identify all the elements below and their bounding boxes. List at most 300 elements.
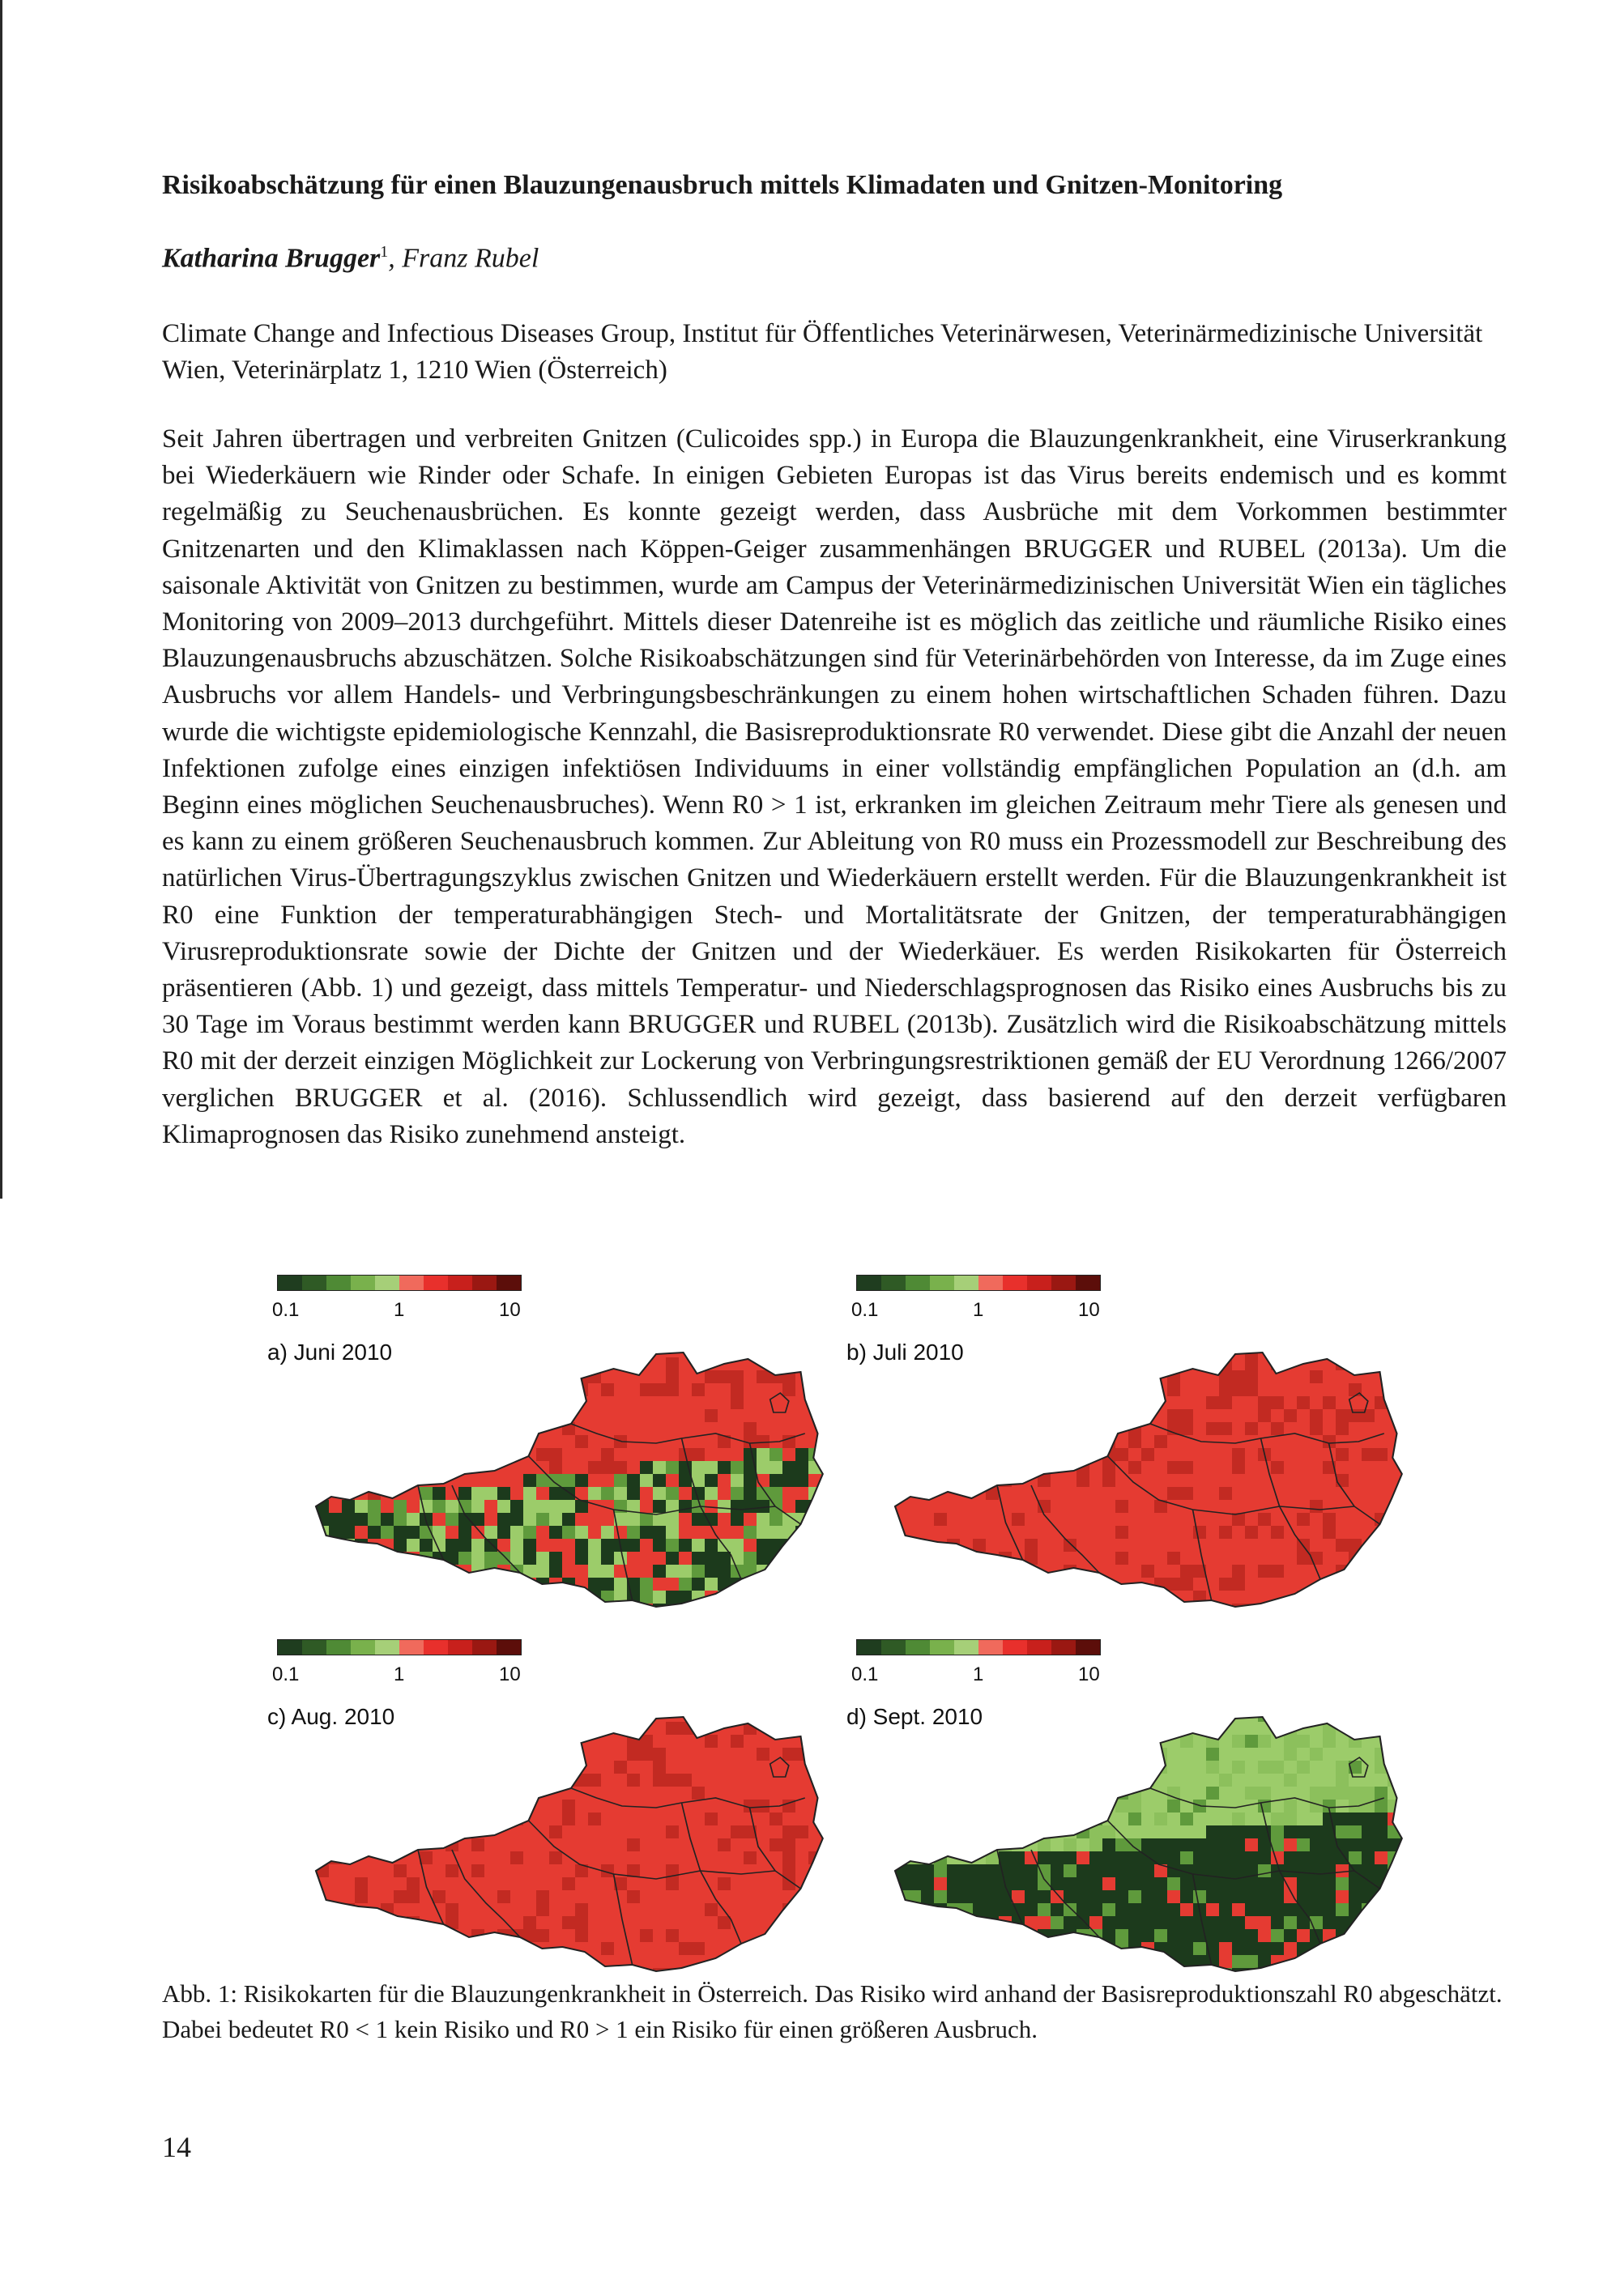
risk-grid-cell <box>1076 1539 1089 1552</box>
risk-grid-cell <box>458 1722 471 1735</box>
risk-grid-cell <box>960 1513 973 1526</box>
colorbar <box>856 1275 1101 1291</box>
risk-grid-cell <box>795 1565 808 1578</box>
risk-grid-cell <box>433 1461 446 1474</box>
risk-grid-cell <box>407 1851 420 1864</box>
risk-grid-cell <box>679 1864 692 1877</box>
risk-grid-cell <box>947 1526 960 1539</box>
risk-grid-cell <box>1180 1929 1193 1942</box>
risk-grid-cell <box>731 1735 744 1748</box>
risk-grid-cell <box>1012 1774 1025 1787</box>
risk-grid-cell <box>1141 1916 1154 1929</box>
risk-grid-cell <box>640 1617 653 1620</box>
risk-grid-cell <box>471 1617 484 1620</box>
risk-grid-cell <box>795 1539 808 1552</box>
risk-grid-cell <box>536 1591 549 1604</box>
risk-grid-cell <box>523 1422 536 1435</box>
risk-grid-cell <box>1388 1748 1400 1761</box>
risk-grid-cell <box>1141 1357 1154 1370</box>
risk-grid-cell <box>536 1929 549 1942</box>
risk-grid-cell <box>484 1565 497 1578</box>
risk-grid-cell <box>908 1604 921 1617</box>
risk-grid-cell <box>1232 1396 1245 1409</box>
risk-grid-cell <box>731 1825 744 1838</box>
risk-grid-cell <box>471 1344 484 1357</box>
risk-grid-cell <box>1362 1461 1375 1474</box>
risk-grid-cell <box>446 1942 458 1955</box>
risk-grid-cell <box>1336 1344 1349 1357</box>
risk-grid-cell <box>1154 1877 1167 1890</box>
risk-grid-cell <box>947 1877 960 1890</box>
risk-grid-cell <box>1167 1565 1180 1578</box>
risk-grid-cell <box>1180 1396 1193 1409</box>
risk-grid-cell <box>679 1617 692 1620</box>
risk-grid-cell <box>407 1513 420 1526</box>
risk-grid-cell <box>1025 1903 1038 1916</box>
risk-grid-cell <box>908 1864 921 1877</box>
risk-grid-cell <box>934 1787 947 1800</box>
risk-grid-cell <box>908 1474 921 1487</box>
risk-grid-cell <box>1258 1422 1271 1435</box>
risk-grid-cell <box>420 1448 433 1461</box>
risk-grid-cell <box>1297 1813 1310 1825</box>
risk-grid-cell <box>562 1461 575 1474</box>
risk-grid-cell <box>795 1813 808 1825</box>
risk-grid-cell <box>744 1774 757 1787</box>
risk-grid-cell <box>1076 1474 1089 1487</box>
risk-grid-cell <box>1064 1526 1076 1539</box>
risk-grid-cell <box>640 1864 653 1877</box>
risk-grid-cell <box>1362 1851 1375 1864</box>
risk-grid-cell <box>575 1422 588 1435</box>
risk-grid-cell <box>355 1761 368 1774</box>
risk-grid-cell <box>1012 1357 1025 1370</box>
risk-grid-cell <box>795 1916 808 1929</box>
risk-grid-cell <box>523 1409 536 1422</box>
risk-grid-cell <box>653 1526 666 1539</box>
risk-grid-cell <box>627 1774 640 1787</box>
risk-grid-cell <box>934 1877 947 1890</box>
risk-grid-cell <box>986 1487 999 1500</box>
risk-grid-cell <box>588 1774 601 1787</box>
risk-grid-cell <box>1012 1735 1025 1748</box>
risk-grid-cell <box>1400 1877 1405 1890</box>
risk-grid-cell <box>394 1383 407 1396</box>
risk-grid-cell <box>368 1774 381 1787</box>
risk-grid-cell <box>510 1370 523 1383</box>
risk-grid-cell <box>355 1864 368 1877</box>
risk-grid-cell <box>1115 1526 1128 1539</box>
risk-grid-cell <box>1206 1929 1219 1942</box>
risk-grid-cell <box>1271 1825 1284 1838</box>
risk-grid-cell <box>1206 1890 1219 1903</box>
risk-grid-cell <box>692 1761 705 1774</box>
risk-grid-cell <box>908 1539 921 1552</box>
risk-grid-cell <box>1025 1448 1038 1461</box>
risk-grid-cell <box>718 1617 731 1620</box>
risk-grid-cell <box>1400 1903 1405 1916</box>
risk-grid-cell <box>908 1748 921 1761</box>
risk-grid-cell <box>1102 1890 1115 1903</box>
risk-grid-cell <box>1154 1565 1167 1578</box>
colorbar-segment <box>1027 1276 1051 1290</box>
risk-grid-cell <box>653 1916 666 1929</box>
risk-grid-cell <box>1012 1813 1025 1825</box>
risk-grid-cell <box>523 1722 536 1735</box>
risk-grid-cell <box>1245 1344 1258 1357</box>
risk-grid-cell <box>1271 1787 1284 1800</box>
risk-grid-cell <box>1336 1877 1349 1890</box>
risk-grid-cell <box>420 1735 433 1748</box>
risk-grid-cell <box>1051 1955 1064 1968</box>
risk-grid-cell <box>808 1565 821 1578</box>
risk-grid-cell <box>1115 1591 1128 1604</box>
risk-grid-cell <box>1284 1578 1297 1591</box>
colorbar-tick-label: 1 <box>394 1663 405 1685</box>
risk-grid-cell <box>1064 1409 1076 1422</box>
risk-grid-cell <box>1141 1344 1154 1357</box>
risk-grid-cell <box>934 1813 947 1825</box>
risk-grid-cell <box>1349 1591 1362 1604</box>
risk-grid-cell <box>381 1748 394 1761</box>
risk-grid-cell <box>575 1591 588 1604</box>
risk-grid-cell <box>821 1916 826 1929</box>
risk-grid-cell <box>588 1825 601 1838</box>
risk-grid-cell <box>549 1617 562 1620</box>
risk-grid-cell <box>1115 1800 1128 1813</box>
risk-grid-cell <box>947 1942 960 1955</box>
risk-grid-cell <box>601 1709 614 1722</box>
risk-grid-cell <box>999 1383 1012 1396</box>
risk-grid-cell <box>458 1448 471 1461</box>
risk-grid-cell <box>1375 1722 1388 1735</box>
risk-grid-cell <box>420 1422 433 1435</box>
risk-grid-cell <box>394 1435 407 1448</box>
risk-grid-cell <box>1089 1370 1102 1383</box>
risk-grid-cell <box>601 1474 614 1487</box>
risk-grid-cell <box>1206 1474 1219 1487</box>
risk-grid-cell <box>368 1825 381 1838</box>
risk-grid-cell <box>705 1435 718 1448</box>
risk-grid-cell <box>947 1500 960 1513</box>
risk-grid-cell <box>368 1761 381 1774</box>
risk-grid-cell <box>1025 1709 1038 1722</box>
risk-grid-cell <box>407 1942 420 1955</box>
risk-grid-cell <box>1206 1565 1219 1578</box>
risk-grid-cell <box>1051 1942 1064 1955</box>
risk-grid-cell <box>973 1929 986 1942</box>
risk-grid-cell <box>497 1709 510 1722</box>
colorbar-segment <box>1003 1276 1027 1290</box>
risk-grid-cell <box>960 1370 973 1383</box>
risk-grid-cell <box>1219 1513 1232 1526</box>
risk-grid-cell <box>588 1396 601 1409</box>
risk-grid-cell <box>523 1735 536 1748</box>
risk-grid-cell <box>666 1929 679 1942</box>
risk-grid-cell <box>1297 1955 1310 1968</box>
risk-grid-cell <box>921 1748 934 1761</box>
risk-grid-cell <box>679 1851 692 1864</box>
risk-grid-cell <box>973 1565 986 1578</box>
risk-grid-cell <box>640 1409 653 1422</box>
risk-grid-cell <box>960 1422 973 1435</box>
risk-grid-cell <box>1167 1825 1180 1838</box>
risk-grid-cell <box>731 1409 744 1422</box>
risk-grid-cell <box>795 1435 808 1448</box>
risk-grid-cell <box>562 1513 575 1526</box>
risk-grid-cell <box>471 1838 484 1851</box>
risk-grid-cell <box>653 1357 666 1370</box>
risk-grid-cell <box>1051 1709 1064 1722</box>
risk-grid-cell <box>575 1383 588 1396</box>
risk-grid-cell <box>1076 1722 1089 1735</box>
risk-grid-cell <box>1297 1474 1310 1487</box>
risk-grid-cell <box>446 1539 458 1552</box>
risk-grid-cell <box>1362 1344 1375 1357</box>
risk-grid-cell <box>329 1578 342 1591</box>
risk-grid-cell <box>497 1487 510 1500</box>
risk-grid-cell <box>1076 1370 1089 1383</box>
risk-grid-cell <box>1323 1748 1336 1761</box>
risk-grid-cell <box>601 1396 614 1409</box>
risk-grid-cell <box>329 1409 342 1422</box>
risk-grid-cell <box>895 1487 908 1500</box>
risk-grid-cell <box>1025 1578 1038 1591</box>
risk-grid-cell <box>921 1787 934 1800</box>
risk-grid-cell <box>329 1617 342 1620</box>
risk-grid-cell <box>407 1461 420 1474</box>
risk-grid-cell <box>329 1422 342 1435</box>
risk-grid-cell <box>934 1474 947 1487</box>
risk-grid-cell <box>1388 1357 1400 1370</box>
risk-grid-cell <box>1297 1409 1310 1422</box>
risk-grid-cell <box>510 1344 523 1357</box>
risk-grid-cell <box>523 1500 536 1513</box>
risk-grid-cell <box>1245 1735 1258 1748</box>
risk-grid-cell <box>1310 1474 1323 1487</box>
risk-grid-cell <box>908 1735 921 1748</box>
risk-grid-cell <box>1141 1617 1154 1620</box>
risk-grid-cell <box>316 1787 329 1800</box>
risk-grid-cell <box>316 1591 329 1604</box>
risk-grid-cell <box>368 1890 381 1903</box>
risk-grid-cell <box>731 1591 744 1604</box>
risk-grid-cell <box>1297 1487 1310 1500</box>
risk-grid-cell <box>1271 1709 1284 1722</box>
risk-grid-cell <box>934 1800 947 1813</box>
risk-grid-cell <box>1012 1435 1025 1448</box>
risk-grid-cell <box>705 1748 718 1761</box>
risk-grid-cell <box>1102 1344 1115 1357</box>
risk-grid-cell <box>895 1890 908 1903</box>
risk-grid-cell <box>342 1617 355 1620</box>
risk-grid-cell <box>1025 1500 1038 1513</box>
risk-grid-cell <box>1400 1604 1405 1617</box>
risk-grid-cell <box>1362 1864 1375 1877</box>
colorbar-segment <box>399 1276 424 1290</box>
risk-grid-cell <box>1219 1890 1232 1903</box>
risk-grid-cell <box>973 1591 986 1604</box>
risk-grid-cell <box>458 1825 471 1838</box>
risk-grid-cell <box>1089 1748 1102 1761</box>
risk-grid-cell <box>355 1774 368 1787</box>
risk-grid-cell <box>908 1813 921 1825</box>
risk-grid-cell <box>458 1617 471 1620</box>
risk-grid-cell <box>1206 1552 1219 1565</box>
risk-grid-cell <box>934 1825 947 1838</box>
risk-grid-cell <box>588 1357 601 1370</box>
risk-grid-cell <box>666 1735 679 1748</box>
colorbar-segment <box>424 1276 448 1290</box>
risk-grid-cell <box>1349 1748 1362 1761</box>
risk-grid-cell <box>986 1890 999 1903</box>
risk-grid-cell <box>316 1838 329 1851</box>
risk-grid-cell <box>1323 1448 1336 1461</box>
risk-grid-cell <box>355 1591 368 1604</box>
risk-grid-cell <box>666 1722 679 1735</box>
risk-grid-cell <box>549 1474 562 1487</box>
risk-grid-cell <box>355 1748 368 1761</box>
risk-grid-cell <box>355 1552 368 1565</box>
risk-grid-cell <box>381 1448 394 1461</box>
risk-grid-cell <box>1258 1409 1271 1422</box>
risk-grid-cell <box>1141 1800 1154 1813</box>
risk-grid-cell <box>329 1787 342 1800</box>
risk-grid-cell <box>1115 1604 1128 1617</box>
risk-grid-cell <box>1154 1722 1167 1735</box>
risk-grid-cell <box>420 1787 433 1800</box>
risk-grid-cell <box>1089 1851 1102 1864</box>
risk-grid-cell <box>770 1813 782 1825</box>
risk-grid-cell <box>999 1461 1012 1474</box>
risk-grid-cell <box>705 1461 718 1474</box>
risk-grid-cell <box>782 1578 795 1591</box>
risk-grid-cell <box>1388 1565 1400 1578</box>
risk-grid-cell <box>316 1942 329 1955</box>
risk-grid-cell <box>588 1344 601 1357</box>
risk-grid-cell <box>653 1383 666 1396</box>
risk-grid-cell <box>986 1709 999 1722</box>
risk-grid-cell <box>1115 1709 1128 1722</box>
risk-grid-cell <box>1206 1825 1219 1838</box>
risk-grid-cell <box>1064 1604 1076 1617</box>
risk-grid-cell <box>1271 1748 1284 1761</box>
risk-grid-cell <box>471 1357 484 1370</box>
map-panel-b <box>830 1263 1405 1620</box>
risk-grid-cell <box>679 1604 692 1617</box>
risk-grid-cell <box>342 1513 355 1526</box>
risk-grid-cell <box>999 1357 1012 1370</box>
risk-grid-cell <box>705 1539 718 1552</box>
risk-grid-cell <box>653 1448 666 1461</box>
figure-caption: Abb. 1: Risikokarten für die Blauzungenkrankheit in Österreich. Das Risiko wird anhand der Basisreproduktionszahl R0 abgeschätzt. Dabei bedeutet R0 < 1 kein Risiko und R0 > 1 ein Risiko für einen größeren Ausbruch. <box>162 1979 1503 2043</box>
risk-grid-cell <box>1141 1864 1154 1877</box>
risk-grid-cell <box>1038 1916 1051 1929</box>
risk-grid-cell <box>705 1942 718 1955</box>
risk-grid-cell <box>1012 1526 1025 1539</box>
risk-grid-cell <box>640 1877 653 1890</box>
risk-grid-cell <box>1349 1487 1362 1500</box>
risk-grid-cell <box>1245 1722 1258 1735</box>
risk-grid-cell <box>705 1409 718 1422</box>
risk-grid-cell <box>1038 1890 1051 1903</box>
risk-grid-cell <box>523 1903 536 1916</box>
risk-grid-cell <box>1219 1474 1232 1487</box>
risk-grid-cell <box>549 1526 562 1539</box>
risk-grid-cell <box>666 1357 679 1370</box>
risk-grid-cell <box>458 1813 471 1825</box>
risk-grid-cell <box>601 1929 614 1942</box>
risk-grid-cell <box>1128 1955 1141 1968</box>
risk-grid-cell <box>1232 1787 1245 1800</box>
risk-grid-cell <box>1051 1357 1064 1370</box>
risk-grid-cell <box>705 1916 718 1929</box>
risk-grid-cell <box>1128 1513 1141 1526</box>
risk-grid-cell <box>1141 1526 1154 1539</box>
risk-grid-cell <box>1128 1903 1141 1916</box>
risk-grid-cell <box>666 1851 679 1864</box>
risk-grid-cell <box>1089 1916 1102 1929</box>
risk-grid-cell <box>731 1539 744 1552</box>
risk-grid-cell <box>744 1761 757 1774</box>
risk-grid-cell <box>601 1890 614 1903</box>
risk-grid-cell <box>1012 1591 1025 1604</box>
risk-grid-cell <box>368 1500 381 1513</box>
risk-grid-cell <box>999 1604 1012 1617</box>
risk-grid-cell <box>601 1448 614 1461</box>
risk-grid-cell <box>368 1787 381 1800</box>
risk-grid-cell <box>1193 1813 1206 1825</box>
risk-grid-cell <box>1284 1916 1297 1929</box>
risk-grid-cell <box>1271 1409 1284 1422</box>
risk-grid-cell <box>1167 1813 1180 1825</box>
risk-grid-cell <box>986 1761 999 1774</box>
risk-grid-cell <box>549 1500 562 1513</box>
risk-grid-cell <box>1400 1396 1405 1409</box>
risk-grid-cell <box>1154 1526 1167 1539</box>
risk-grid-cell <box>614 1838 627 1851</box>
risk-grid-cell <box>1064 1344 1076 1357</box>
risk-grid-cell <box>381 1396 394 1409</box>
risk-grid-cell <box>1336 1513 1349 1526</box>
risk-grid-cell <box>1362 1591 1375 1604</box>
risk-grid-cell <box>1388 1552 1400 1565</box>
risk-grid-cell <box>1258 1526 1271 1539</box>
risk-grid-cell <box>1258 1500 1271 1513</box>
risk-grid-cell <box>973 1735 986 1748</box>
risk-grid-cell <box>1271 1461 1284 1474</box>
risk-grid-cell <box>1102 1709 1115 1722</box>
risk-grid-cell <box>1193 1422 1206 1435</box>
risk-grid-cell <box>471 1487 484 1500</box>
risk-grid-cell <box>782 1825 795 1838</box>
risk-grid-cell <box>627 1604 640 1617</box>
risk-grid-cell <box>614 1813 627 1825</box>
risk-grid-cell <box>1400 1890 1405 1903</box>
risk-grid-cell <box>1102 1877 1115 1890</box>
risk-grid-cell <box>1297 1591 1310 1604</box>
risk-grid-cell <box>1297 1774 1310 1787</box>
risk-grid-cell <box>1128 1774 1141 1787</box>
risk-grid-cell <box>1051 1370 1064 1383</box>
risk-grid-cell <box>782 1357 795 1370</box>
risk-grid-cell <box>1141 1761 1154 1774</box>
risk-grid-cell <box>679 1916 692 1929</box>
risk-grid-cell <box>575 1813 588 1825</box>
risk-grid-cell <box>744 1448 757 1461</box>
risk-grid-cell <box>666 1422 679 1435</box>
risk-grid-cell <box>316 1396 329 1409</box>
